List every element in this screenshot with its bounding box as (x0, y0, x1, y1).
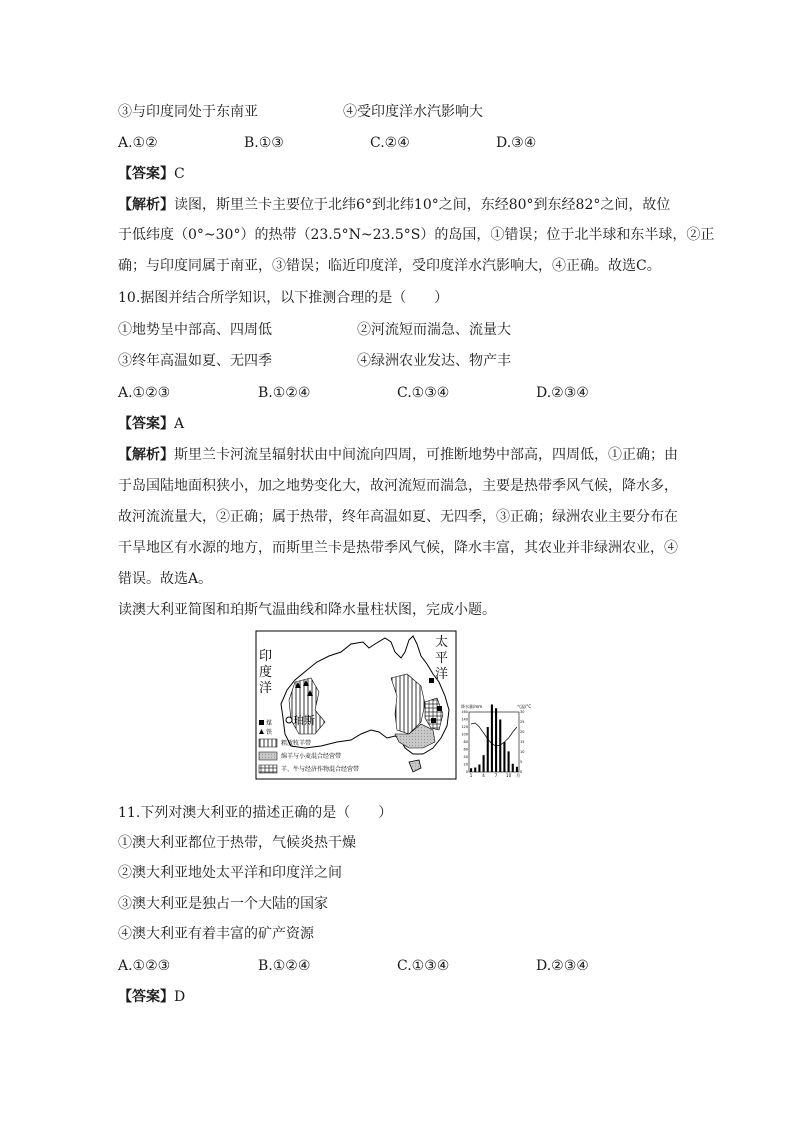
analysis-text: 斯里兰卡河流呈辐射状由中间流向四周，可推断地势中部高，四周低，①正确；由 (174, 447, 678, 463)
precip-bar (512, 764, 514, 772)
legend-coal-label: 煤 (266, 720, 273, 727)
q10-analysis-line-5: 错误。故选A。 (118, 571, 213, 587)
answer-value: A (174, 416, 185, 432)
precip-bar (516, 767, 518, 772)
precip-bar (487, 727, 489, 772)
perth-climate-chart (461, 703, 531, 778)
precip-tick-label: 100 (461, 732, 468, 737)
q9-analysis-line-3: 确；与印度同属于南亚，③错误；临近印度洋，受印度洋水汽影响大，④正确。故选C。 (118, 258, 661, 274)
q11-option-3: ③澳大利亚是独占一个大陆的国家 (118, 896, 328, 912)
month-tick-label: 7 (494, 773, 498, 778)
precip-tick-label: 120 (461, 725, 468, 730)
ocean-right-char: 太 (435, 635, 449, 650)
q9-choice-a: A.①② (118, 135, 158, 151)
q11-stem: 11.下列对澳大利亚的描述正确的是（ ） (118, 805, 393, 821)
legend-zone-label: 绵羊与小麦混合经营带 (281, 753, 342, 760)
analysis-text: 读图，斯里兰卡主要位于北纬6°到北纬10°之间，东经80°到东经82°之间，故位 (174, 197, 671, 213)
precip-tick-label: 40 (463, 755, 468, 760)
q10-option-3: ③终年高温如夏、无四季 (118, 353, 272, 369)
precip-bar (483, 755, 485, 772)
q9-analysis-line-2: 于低纬度（0°~30°）的热带（23.5°N~23.5°S）的岛国，①错误；位于北半球和东半球，②正 (118, 227, 715, 243)
q9-answer (118, 164, 185, 184)
q10-analysis-line-2: 于岛国陆地面积狭小，加之地势变化大，故河流短而湍急，主要是热带季风气候，降水多， (118, 478, 678, 494)
temp-tick-label: 15 (520, 740, 525, 745)
month-ticks (469, 770, 523, 778)
q10-analysis-line-1 (118, 445, 678, 465)
q11-option-1: ①澳大利亚都位于热带，气候炎热干燥 (118, 835, 356, 851)
temp-axis-label: 气温/°C (517, 704, 532, 709)
precip-bars (470, 705, 518, 773)
q9-choice-b: B.①③ (244, 135, 284, 151)
precip-axis-label: 降水量/mm (461, 704, 483, 709)
answer-tag: 【答案】 (118, 166, 174, 182)
ocean-left-char: 度 (259, 665, 273, 680)
ocean-right-char: 洋 (435, 667, 449, 682)
precip-bar (491, 705, 493, 773)
q9-choice-d: D.③④ (496, 135, 537, 151)
precip-bar (495, 708, 497, 772)
q10-choice-a: A.①②③ (118, 385, 171, 401)
ocean-left-label (259, 649, 272, 696)
q10-stem: 10.据图并结合所学知识，以下推测合理的是（ ） (118, 290, 449, 306)
precip-tick-label: 20 (463, 762, 468, 767)
precip-bar (470, 768, 472, 772)
ocean-right-label (435, 634, 448, 682)
climate-plot-frame (469, 712, 519, 772)
q10-option-2: ②河流短而湍急、流量大 (357, 322, 511, 338)
legend-coal-swatch (259, 720, 264, 725)
coal-symbol (431, 718, 436, 723)
precip-tick-label: 140 (461, 717, 468, 722)
ocean-left-char: 印 (259, 649, 273, 664)
legend-iron-label: 铁 (266, 729, 273, 736)
q11-choice-c: C.①③④ (397, 958, 450, 974)
q10-choice-d: D.②③④ (536, 385, 589, 401)
precip-bar (478, 765, 480, 773)
temp-tick-label: 0 (520, 770, 523, 775)
q9-analysis-line-1 (118, 195, 670, 215)
temp-tick-label: 10 (520, 750, 525, 755)
month-tick-label: 10 (506, 773, 512, 778)
q9-choice-c: C.②④ (370, 135, 410, 151)
perth-marker (286, 717, 292, 723)
precip-bar (499, 720, 501, 773)
q9-option-4: ④受印度洋水汽影响大 (343, 104, 483, 120)
month-tick-label: 1 (469, 773, 473, 778)
legend-zone-label: 粗放牧羊带 (281, 740, 312, 747)
q11-choice-b: B.①②④ (258, 958, 311, 974)
temp-tick-label: 30 (520, 710, 525, 715)
answer-tag: 【答案】 (118, 416, 174, 432)
q10-analysis-line-4: 干旱地区有水源的地方，而斯里兰卡是热带季风气候，降水丰富，其农业并非绿洲农业，④ (118, 540, 678, 556)
q11-option-2: ②澳大利亚地处太平洋和印度洋之间 (118, 865, 342, 881)
q10-option-4: ④绿洲农业发达、物产丰 (357, 353, 511, 369)
perth-label: 珀斯 (293, 714, 315, 727)
q10-answer (118, 414, 184, 434)
temp-ticks (520, 710, 524, 774)
q11-choice-d: D.②③④ (536, 958, 589, 974)
temp-tick-label: 25 (520, 720, 525, 725)
q10-choice-b: B.①②④ (258, 385, 311, 401)
analysis-tag: 【解析】 (118, 447, 174, 463)
answer-value: D (174, 989, 186, 1005)
legend-zone-swatch (259, 765, 277, 773)
precip-tick-label: 160 (461, 710, 468, 715)
q10-choice-c: C.①③④ (397, 385, 450, 401)
precip-tick-label: 60 (463, 747, 468, 752)
temperature-line (471, 723, 517, 746)
legend-zone-swatch (259, 752, 277, 760)
coal-symbol (429, 678, 434, 683)
legend-zone-swatch (259, 739, 277, 747)
precip-tick-label: 80 (463, 740, 468, 745)
precip-bar (503, 742, 505, 772)
month-tick-label: 4 (482, 773, 485, 778)
answer-value: C (174, 166, 185, 182)
ocean-right-char: 平 (435, 651, 449, 666)
q10-option-1: ①地势呈中部高、四周低 (118, 322, 272, 338)
precip-bar (474, 768, 476, 773)
coal-symbol (437, 706, 442, 711)
temp-tick-label: 20 (520, 730, 525, 735)
precip-bar (508, 751, 510, 772)
australia-figure (255, 630, 535, 780)
answer-tag: 【答案】 (118, 989, 174, 1005)
group-intro: 读澳大利亚简图和珀斯气温曲线和降水量柱状图，完成小题。 (118, 602, 496, 618)
ocean-left-char: 洋 (259, 681, 273, 696)
temp-tick-label: 5 (520, 760, 523, 765)
precip-tick-label: 0 (465, 770, 468, 775)
q9-option-3: ③与印度同处于东南亚 (118, 104, 258, 120)
analysis-tag: 【解析】 (118, 197, 174, 213)
q11-option-4: ④澳大利亚有着丰富的矿产资源 (118, 926, 314, 942)
month-tick-label: 月 (516, 773, 521, 778)
q11-answer (118, 987, 185, 1007)
q11-choice-a: A.①②③ (118, 958, 171, 974)
legend-zone-label: 羊、牛与经济作物混合经营带 (281, 766, 360, 773)
precip-ticks (461, 710, 468, 774)
q10-analysis-line-3: 故河流流量大，②正确；属于热带，终年高温如夏、无四季，③正确；绿洲农业主要分布在 (118, 509, 678, 525)
